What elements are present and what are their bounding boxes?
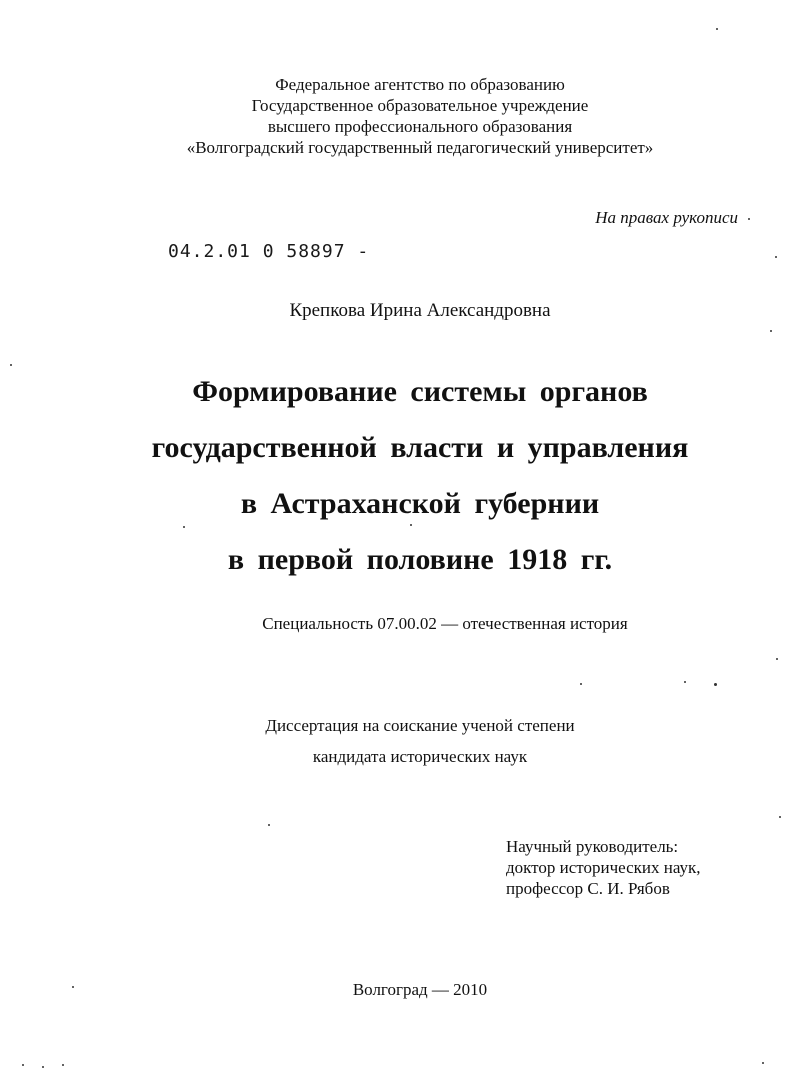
scan-speck [10,364,12,366]
scan-speck [183,526,185,528]
author-name: Крепкова Ирина Александровна [289,300,551,321]
organization-line: «Волгоградский государственный педагогический университет» [186,138,654,157]
organization-line: высшего профессионального образования [267,117,573,136]
scan-speck [762,1062,764,1064]
scan-speck [410,524,412,526]
scan-speck [779,816,781,818]
organization-line: Федеральное агентство по образованию [275,75,565,94]
degree-line: Диссертация на соискание ученой степени [265,716,575,735]
title-line: государственной власти и управления [151,431,689,464]
manuscript-note: На правах рукописи [595,208,738,227]
scan-speck [776,658,778,660]
scan-speck [684,681,686,683]
scan-speck [22,1064,24,1066]
scan-speck [42,1066,44,1068]
organization-line: Государственное образовательное учреждение [251,96,589,115]
specialty: Специальность 07.00.02 — отечественная история [262,614,628,633]
scan-speck [714,683,717,686]
scan-speck [62,1064,64,1066]
supervisor-line: доктор исторических наук, [506,858,701,877]
degree-statement [150,710,690,772]
registration-code: 04.2.01 0 58897 - [168,241,370,262]
title-line: в первой половине 1918 гг. [227,543,613,576]
scan-speck [748,218,750,220]
supervisor-line: Научный руководитель: [506,837,679,856]
title-line: в Астраханской губернии [240,487,600,520]
scan-speck [775,256,777,258]
supervisor-line: профессор С. И. Рябов [506,879,670,898]
organization-header [100,74,740,158]
scan-speck [770,330,772,332]
scan-speck [580,683,582,685]
supervisor-info [506,836,701,899]
dissertation-title [90,364,750,588]
scan-speck [268,824,270,826]
degree-line: кандидата исторических наук [312,747,528,766]
title-line: Формирование системы органов [192,375,648,408]
scan-speck [72,986,74,988]
scan-speck [716,28,718,30]
city-year: Волгоград — 2010 [352,980,488,999]
